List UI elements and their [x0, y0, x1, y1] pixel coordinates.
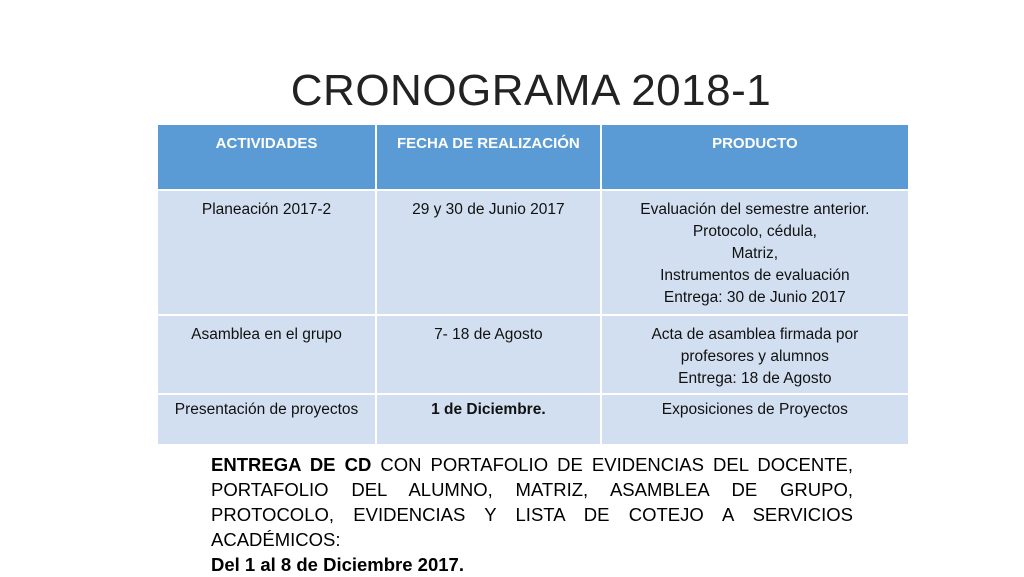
- note-lead: ENTREGA DE CD: [211, 454, 372, 475]
- table-row: [158, 190, 908, 315]
- producto-line: Instrumentos de evaluación: [660, 267, 850, 284]
- header-producto: PRODUCTO: [601, 125, 908, 190]
- cell-producto: [601, 315, 908, 394]
- cell-producto: [601, 394, 908, 445]
- cell-fecha: 1 de Diciembre.: [376, 394, 601, 445]
- cell-fecha: 29 y 30 de Junio 2017: [376, 190, 601, 315]
- producto-line: Acta de asamblea firmada por: [651, 326, 859, 343]
- cell-fecha: 7- 18 de Agosto: [376, 315, 601, 394]
- cell-actividad: Asamblea en el grupo: [158, 315, 376, 394]
- producto-line: Entrega: 30 de Junio 2017: [663, 289, 846, 306]
- cell-actividad: Planeación 2017-2: [158, 190, 376, 315]
- schedule-table: [158, 125, 908, 446]
- header-actividades: ACTIVIDADES: [158, 125, 376, 190]
- note-deadline: Del 1 al 8 de Diciembre 2017.: [211, 554, 464, 575]
- producto-line: profesores y alumnos: [680, 348, 829, 365]
- table-header-row: [158, 125, 908, 190]
- note-body: CON PORTAFOLIO DE EVIDENCIAS DEL DOCENTE, PORTAFOLIO DEL ALUMNO, MATRIZ, ASAMBLEA DE GRUPO, PROTOCOLO, EVIDENCIAS Y LISTA DE COTEJO A SERVICIOS ACADÉMICOS:: [211, 454, 853, 550]
- cell-actividad: Presentación de proyectos: [158, 394, 376, 445]
- producto-line: Entrega: 18 de Agosto: [678, 370, 832, 387]
- producto-line: Protocolo, cédula,: [692, 223, 817, 240]
- table-row: [158, 315, 908, 394]
- delivery-note: [211, 452, 853, 577]
- producto-line: Evaluación del semestre anterior.: [640, 201, 870, 218]
- table-row: [158, 394, 908, 445]
- cell-producto: [601, 190, 908, 315]
- header-fecha: FECHA DE REALIZACIÓN: [376, 125, 601, 190]
- producto-line: Matriz,: [731, 245, 779, 262]
- producto-line: Exposiciones de Proyectos: [661, 401, 848, 418]
- slide-title: CRONOGRAMA 2018-1: [290, 66, 772, 115]
